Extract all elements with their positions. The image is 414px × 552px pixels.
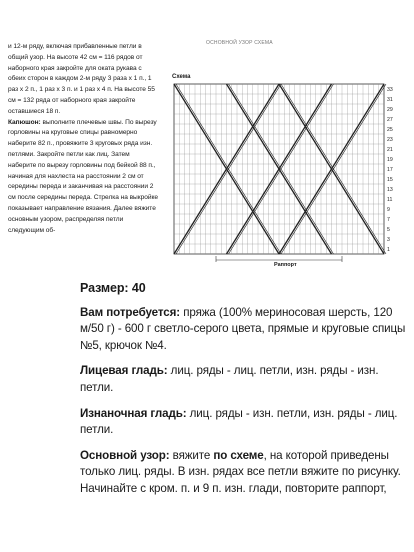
rapport-label: Раппорт xyxy=(274,262,297,268)
row-number: 27 xyxy=(387,117,393,123)
size-heading: Размер: 40 xyxy=(80,281,146,295)
left-paragraph-1: и 12-м ряду, включая прибавленные петли в общий узор. На высоте 42 см = 116 рядов от наборного края закройте для оката рукава с обеих сторон в каждом 2-м ряду 3 раза x 1 п., 1 раз x 2 п., 1 раз x 3 п. и 1 раз x 4 п. На высоте 55 см = 132 ряда от наборного края закройте оставшиеся 18 п. xyxy=(8,43,155,115)
row-number: 11 xyxy=(387,197,393,203)
row-number: 23 xyxy=(387,137,393,143)
row-number: 1 xyxy=(387,247,390,253)
row-number: 17 xyxy=(387,167,393,173)
main-pattern-chart-ref: по схеме xyxy=(213,448,264,462)
reverse-stockinette-paragraph xyxy=(80,406,408,439)
left-paragraph-hood xyxy=(8,118,158,237)
main-pattern-label: Основной узор: xyxy=(80,448,170,462)
chart-title: Схема xyxy=(172,74,191,80)
hood-text: выполните плечевые швы. По вырезу горловины на круговые спицы равномерно наберите 82 п., провяжите 3 круговых ряда изн. петлями. Закройте петли как лиц. Затем наберите по вырезу горловины под бейкой 88 п., начиная для нахлеста на расстоянии 2 см от середины переда и заканчивая на расстоянии 2 см после середины переда. Стрелка на выкройке показывает направление вязания. Далее вяжите основным узором, распределяя петли следующим об- xyxy=(8,118,158,234)
reverse-stockinette-label: Изнаночная гладь: xyxy=(80,406,187,420)
main-pattern-paragraph xyxy=(80,448,408,498)
stockinette-paragraph xyxy=(80,363,408,396)
materials-text: пряжа (100% мериносовая шерсть, 120 м/50 г) - 600 г светло-серого цвета, прямые и круговые спицы №5, крючок №4. xyxy=(80,305,406,352)
row-number: 5 xyxy=(387,227,390,233)
main-pattern-text-c: , на которой приведены только лиц. ряды. В изн. рядах все петли вяжите по рисунку. Начинайте с кром. п. и 9 п. изн. глади, повторите раппорт, xyxy=(80,448,401,495)
chart-grid xyxy=(166,40,412,272)
main-pattern-text-a: вяжите xyxy=(169,448,214,462)
row-number: 3 xyxy=(387,237,390,243)
stockinette-text: лиц. ряды - лиц. петли, изн. ряды - изн. петли. xyxy=(80,364,379,394)
row-number: 13 xyxy=(387,187,393,193)
row-number: 21 xyxy=(387,147,393,153)
materials-label: Вам потребуется: xyxy=(80,305,181,319)
left-text-column xyxy=(8,42,158,236)
row-number: 33 xyxy=(387,87,393,93)
stockinette-label: Лицевая гладь: xyxy=(80,364,168,378)
row-number: 29 xyxy=(387,107,393,113)
materials-paragraph xyxy=(80,305,408,355)
reverse-stockinette-text: лиц. ряды - изн. петли, изн. ряды - лиц. петли. xyxy=(80,406,398,437)
row-number: 15 xyxy=(387,177,393,183)
row-number: 31 xyxy=(387,97,393,103)
hood-label: Капюшон: xyxy=(8,118,41,126)
row-number: 25 xyxy=(387,127,393,133)
row-number: 7 xyxy=(387,217,390,223)
main-text xyxy=(80,280,408,507)
chart-caption-top: ОСНОВНОЙ УЗОР СХЕМА xyxy=(206,40,273,46)
knitting-chart xyxy=(166,40,412,272)
row-number: 9 xyxy=(387,207,390,213)
row-number: 19 xyxy=(387,157,393,163)
